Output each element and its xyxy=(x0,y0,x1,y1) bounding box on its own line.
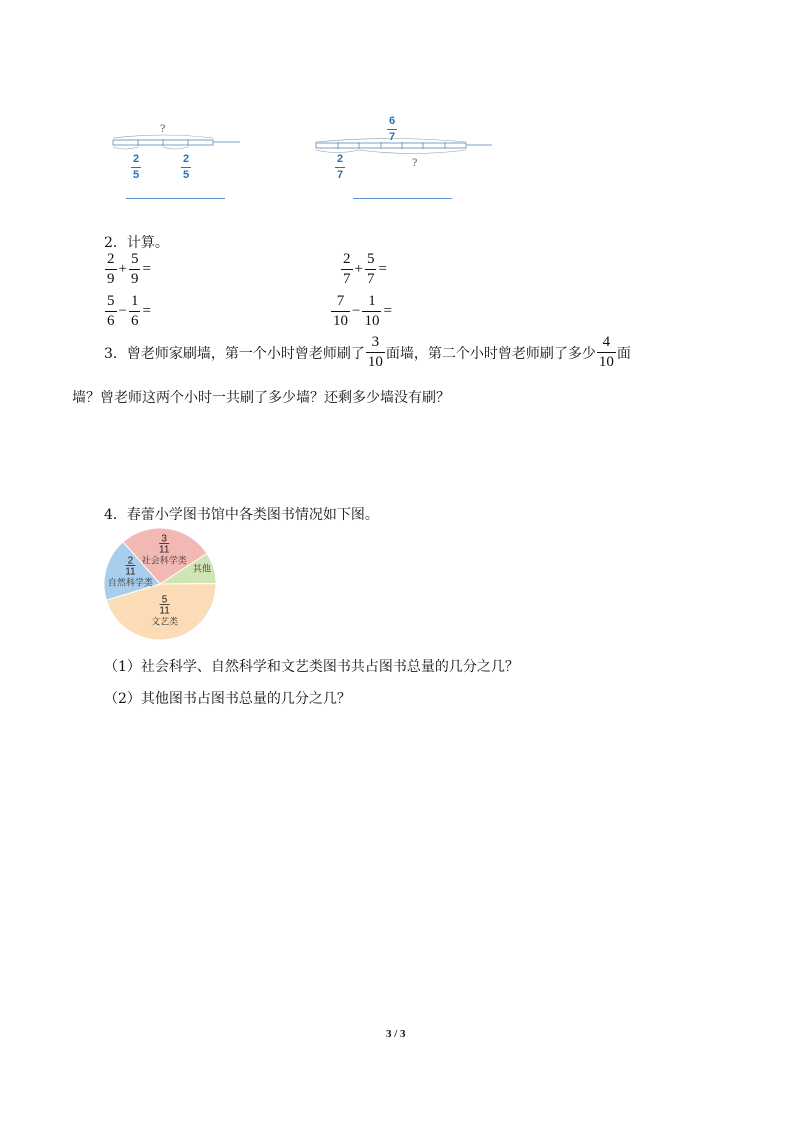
q2-eq-1: $\frac{2}{9}$ + $\frac{5}{9}$ = xyxy=(107,251,151,287)
q3-line-1: 3．曾老师家刷墙，第一个小时曾老师刷了 $\frac{3}{10}$ 面墙，第二个小时曾老师刷了多少 $\frac{4}{10}$ 面 xyxy=(104,334,631,370)
diagram-left-question: ? xyxy=(160,124,166,135)
answer-line-left[interactable] xyxy=(126,198,225,199)
q4-sub-2: （2）其他图书占图书总量的几分之几？ xyxy=(104,691,351,707)
pie-label-0: 社会科学类 xyxy=(141,556,187,567)
q3-fraction-2: $\frac{4}{10}$ xyxy=(598,334,614,370)
pie-chart xyxy=(100,524,220,644)
pie-label-3: 自然科学类 xyxy=(107,578,153,589)
diagram-right-top-fraction: $\frac{6}{7}$ xyxy=(389,115,396,143)
pie-fraction-den-3: 11 xyxy=(125,566,136,578)
pie-label-1: 其他 xyxy=(192,564,211,575)
q2-title: 2．计算。 xyxy=(104,235,169,251)
pie-fraction-num-3: 2 xyxy=(127,555,134,567)
pie-fraction-den-0: 11 xyxy=(159,544,170,556)
diagram-right-bottom-fraction: $\frac{2}{7}$ xyxy=(337,153,344,181)
q4-title: 4．春蕾小学图书馆中各类图书情况如下图。 xyxy=(104,507,379,523)
pie-fraction-den-2: 11 xyxy=(159,605,170,617)
diagram-left xyxy=(108,124,248,204)
page-number: 3 / 3 xyxy=(386,1028,406,1040)
diagram-left-fraction-2: $\frac{2}{5}$ xyxy=(183,153,190,181)
pie-label-2: 文艺类 xyxy=(151,617,179,628)
q4-sub-1: （1）社会科学、自然科学和文艺类图书共占图书总量的几分之几？ xyxy=(104,659,519,675)
answer-line-right[interactable] xyxy=(353,198,452,199)
pie-fraction-num-0: 3 xyxy=(161,533,167,545)
diagram-right xyxy=(312,116,502,196)
q3-line-2: 墙？曾老师这两个小时一共刷了多少墙？还剩多少墙没有刷？ xyxy=(72,390,450,406)
q2-eq-4: $\frac{7}{10}$ − $\frac{1}{10}$ = xyxy=(333,293,392,329)
diagram-left-fraction-1: $\frac{2}{5}$ xyxy=(133,153,140,181)
diagram-left-bar xyxy=(108,124,248,154)
q2-eq-3: $\frac{5}{6}$ − $\frac{1}{6}$ = xyxy=(107,293,151,329)
q2-eq-2: $\frac{2}{7}$ + $\frac{5}{7}$ = xyxy=(343,251,387,287)
q3-fraction-1: $\frac{3}{10}$ xyxy=(367,334,383,370)
diagram-right-question: ? xyxy=(412,158,418,169)
pie-fraction-num-2: 5 xyxy=(161,594,168,606)
